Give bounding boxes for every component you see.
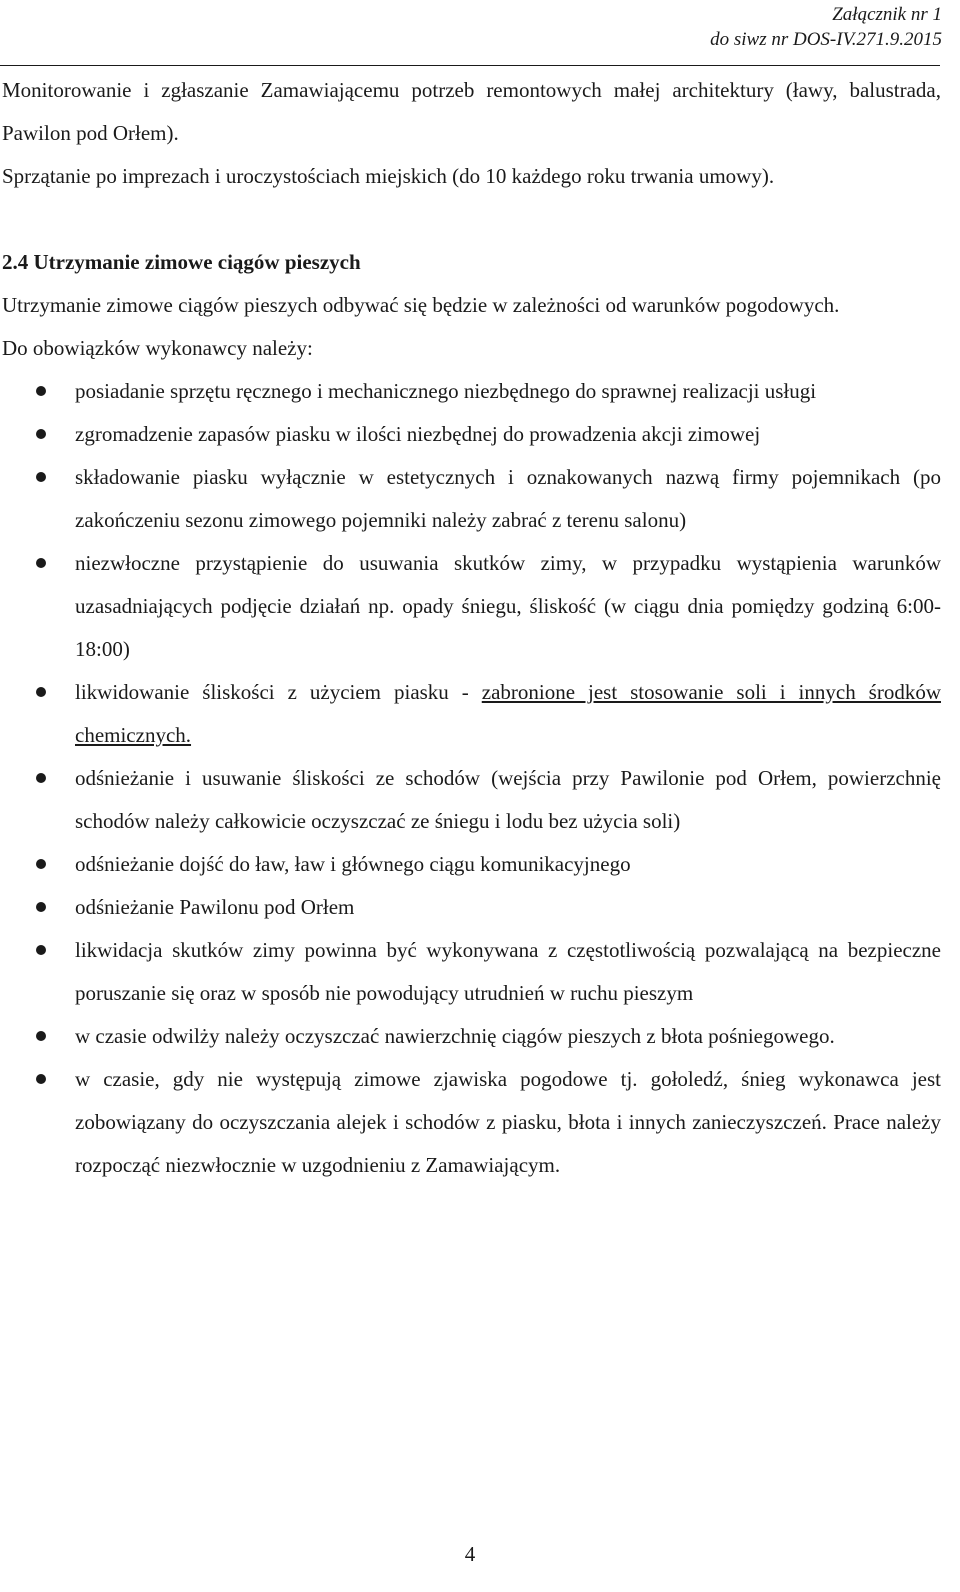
bullet-icon xyxy=(36,773,46,783)
intro-paragraph-monitoring: Monitorowanie i zgłaszanie Zamawiającemu potrzeb remontowych małej architektury (ławy, balustrada, Pawilon pod Orłem). xyxy=(2,78,941,145)
prohibition-note: zabronione jest stosowanie soli i innych środków chemicznych. xyxy=(75,680,941,747)
list-item xyxy=(2,757,941,843)
list-item-text: niezwłoczne przystąpienie do usuwania skutków zimy, w przypadku wystąpienia warunków uzasadniających podjęcie działań np. opady śniegu, śliskość (w ciągu dnia pomiędzy godziną 6:00-18:00) xyxy=(75,551,941,661)
list-item xyxy=(2,456,941,542)
list-item-text: likwidacja skutków zimy powinna być wykonywana z częstotliwością pozwalającą na bezpieczne poruszanie się oraz w sposób nie powodujący utrudnień w ruchu pieszym xyxy=(75,938,941,1005)
bullet-icon xyxy=(36,1031,46,1041)
bullet-icon xyxy=(36,859,46,869)
header-divider xyxy=(0,65,940,66)
intro-paragraph-cleaning: Sprzątanie po imprezach i uroczystościach miejskich (do 10 każdego roku trwania umowy). xyxy=(2,164,775,188)
list-item-text: w czasie, gdy nie występują zimowe zjawiska pogodowe tj. gołoledź, śnieg wykonawca jest zobowiązany do oczyszczania alejek i schodów z piasku, błota i innych zanieczyszczeń. Prace należy rozpocząć niezwłocznie w uzgodnieniu z Zamawiającym. xyxy=(75,1067,941,1177)
list-item xyxy=(2,929,941,1015)
list-item-text: odśnieżanie dojść do ław, ław i głównego ciągu komunikacyjnego xyxy=(75,852,631,876)
list-item xyxy=(2,1058,941,1187)
bullet-icon xyxy=(36,945,46,955)
list-item xyxy=(2,1015,941,1058)
list-item-text: zgromadzenie zapasów piasku w ilości niezbędnej do prowadzenia akcji zimowej xyxy=(75,422,761,446)
bullet-icon xyxy=(36,386,46,396)
bullet-icon xyxy=(36,1074,46,1084)
bullet-icon xyxy=(36,429,46,439)
document-body xyxy=(2,69,941,1187)
bullet-icon xyxy=(36,472,46,482)
list-item xyxy=(2,843,941,886)
section-heading: 2.4 Utrzymanie zimowe ciągów pieszych xyxy=(2,250,361,274)
duties-intro: Do obowiązków wykonawcy należy: xyxy=(2,336,313,360)
list-item-text: odśnieżanie Pawilonu pod Orłem xyxy=(75,895,355,919)
list-item-text: posiadanie sprzętu ręcznego i mechanicznego niezbędnego do sprawnej realizacji usługi xyxy=(75,379,817,403)
list-item xyxy=(2,671,941,757)
list-item xyxy=(2,370,941,413)
list-item xyxy=(2,886,941,929)
page-number: 4 xyxy=(464,1542,476,1566)
tender-reference: do siwz nr DOS-IV.271.9.2015 xyxy=(710,29,942,50)
section-paragraph: Utrzymanie zimowe ciągów pieszych odbywać się będzie w zależności od warunków pogodowych. xyxy=(2,293,840,317)
bullet-icon xyxy=(36,687,46,697)
list-item-text: w czasie odwilży należy oczyszczać nawierzchnię ciągów pieszych z błota pośniegowego. xyxy=(75,1024,835,1048)
duties-list xyxy=(2,370,941,1187)
list-item-text: odśnieżanie i usuwanie śliskości ze schodów (wejścia przy Pawilonie pod Orłem, powierzchnię schodów należy całkowicie oczyszczać ze śniegu i lodu bez użycia soli) xyxy=(75,766,941,833)
list-item-text: likwidowanie śliskości z użyciem piasku - xyxy=(75,680,482,704)
bullet-icon xyxy=(36,902,46,912)
attachment-label: Załącznik nr 1 xyxy=(832,4,942,25)
list-item-text: składowanie piasku wyłącznie w estetycznych i oznakowanych nazwą firmy pojemnikach (po zakończeniu sezonu zimowego pojemniki należy zabrać z terenu salonu) xyxy=(75,465,941,532)
list-item xyxy=(2,542,941,671)
list-item xyxy=(2,413,941,456)
bullet-icon xyxy=(36,558,46,568)
page-header xyxy=(710,2,942,52)
